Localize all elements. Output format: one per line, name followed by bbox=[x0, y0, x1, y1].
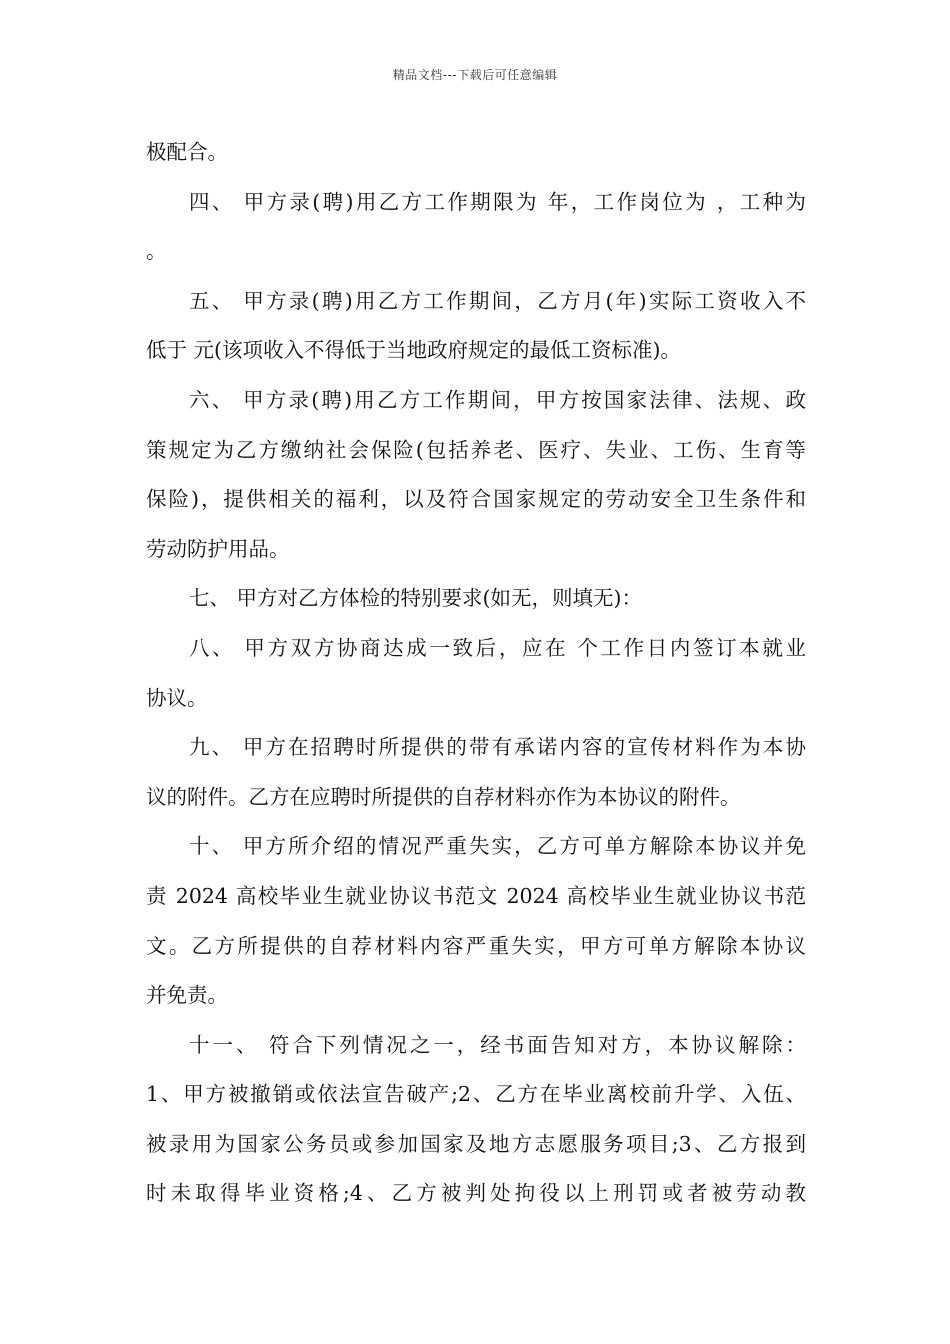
document-body bbox=[146, 128, 806, 1219]
text-line: 被录用为国家公务员或参加国家及地方志愿服务项目;3、乙方报到 bbox=[146, 1131, 806, 1156]
clause-7: 七、 甲方对乙方体检的特别要求(如无，则填无)： bbox=[189, 586, 643, 611]
clause-4: 四、 甲方录(聘)用乙方工作期限为 年，工作岗位为 ，工种为 bbox=[189, 189, 806, 214]
clause-8: 八、 甲方双方协商达成一致后，应在 个工作日内签订本就业 bbox=[189, 635, 806, 660]
text-line: 文。乙方所提供的自荐材料内容严重失实，甲方可单方解除本协议 bbox=[146, 933, 806, 958]
clause-10: 十、 甲方所介绍的情况严重失实，乙方可单方解除本协议并免 bbox=[189, 834, 806, 859]
clause-11: 十一、 符合下列情况之一，经书面告知对方，本协议解除： bbox=[189, 1032, 806, 1057]
text-line: 1、甲方被撤销或依法宣告破产;2、乙方在毕业离校前升学、入伍、 bbox=[146, 1082, 806, 1107]
text-line: 保险)，提供相关的福利，以及符合国家规定的劳动安全卫生条件和 bbox=[146, 487, 806, 512]
clause-9: 九、 甲方在招聘时所提供的带有承诺内容的宣传材料作为本协 bbox=[189, 735, 806, 760]
text-line: 议的附件。乙方在应聘时所提供的自荐材料亦作为本协议的附件。 bbox=[146, 784, 741, 809]
text-line: 。 bbox=[146, 239, 167, 264]
text-line: 责 2024 高校毕业生就业协议书范文 2024 高校毕业生就业协议书范 bbox=[146, 883, 806, 908]
text-line: 低于 元(该项收入不得低于当地政府规定的最低工资标准)。 bbox=[146, 338, 682, 363]
text-line: 极配合。 bbox=[146, 140, 228, 164]
text-line: 时未取得毕业资格;4、乙方被判处拘役以上刑罚或者被劳动教 bbox=[146, 1181, 806, 1206]
text-line: 策规定为乙方缴纳社会保险(包括养老、医疗、失业、工伤、生育等 bbox=[146, 437, 806, 462]
clause-5: 五、 甲方录(聘)用乙方工作期间，乙方月(年)实际工资收入不 bbox=[189, 288, 806, 313]
text-line: 劳动防护用品。 bbox=[146, 536, 290, 561]
clause-6: 六、 甲方录(聘)用乙方工作期间，甲方按国家法律、法规、政 bbox=[189, 387, 806, 412]
text-line: 并免责。 bbox=[146, 983, 228, 1008]
text-line: 协议。 bbox=[146, 685, 208, 710]
page-header: 精品文档---下载后可任意编辑 bbox=[392, 68, 558, 82]
